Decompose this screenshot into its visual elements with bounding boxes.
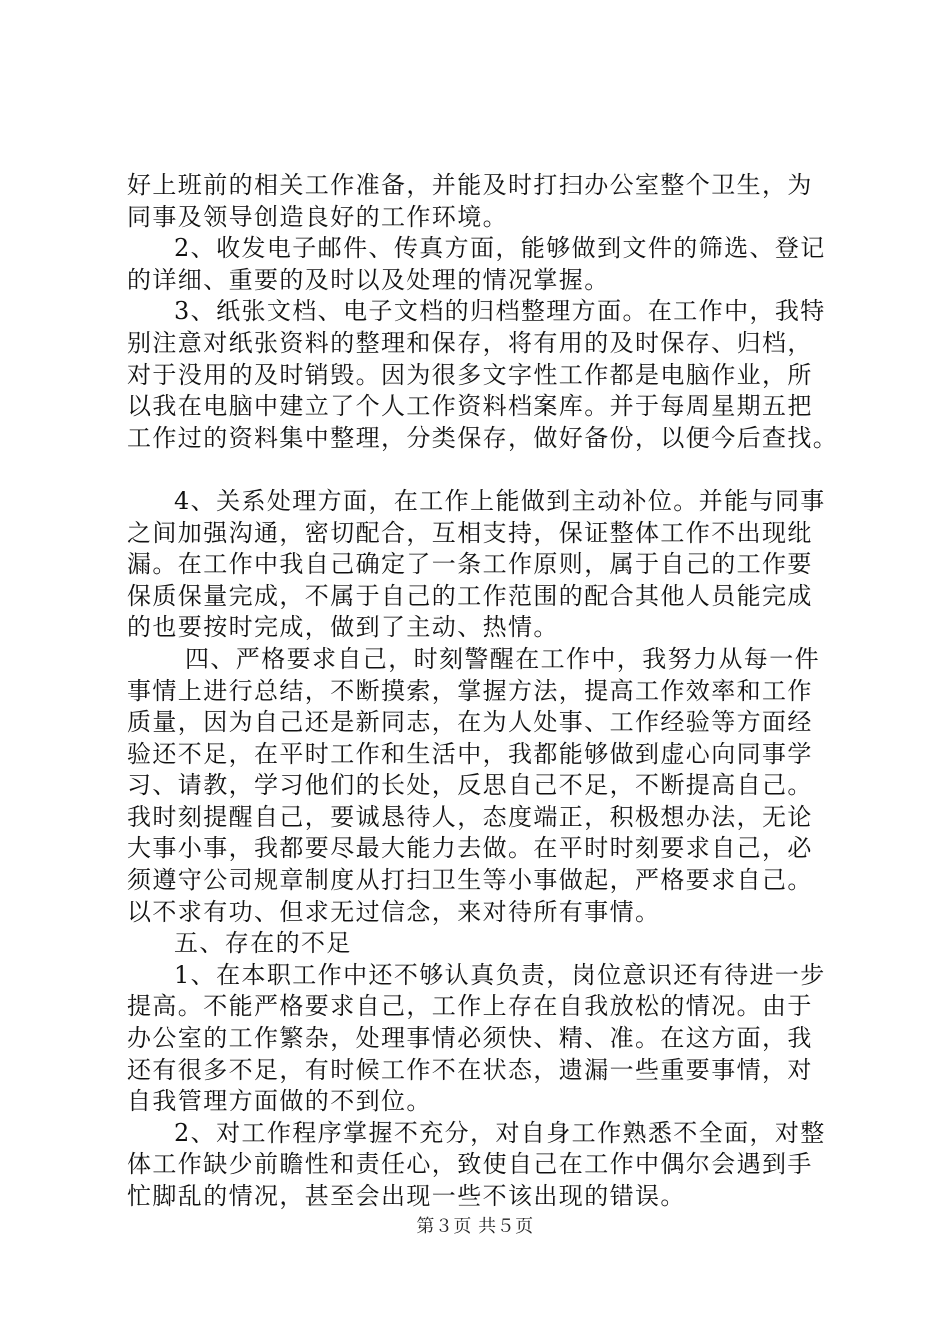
text-line: 自我管理方面做的不到位。 <box>127 1087 432 1116</box>
text-line: 大事小事，我都要尽最大能力去做。在平时时刻要求自己，必 <box>127 834 813 863</box>
text-line: 同事及领导创造良好的工作环境。 <box>127 202 508 231</box>
text-line: 保质保量完成，不属于自己的工作范围的配合其他人员能完成 <box>127 581 813 610</box>
text-line: 2、对工作程序掌握不充分，对自身工作熟悉不全面，对整 <box>174 1118 826 1147</box>
text-line: 忙脚乱的情况，甚至会出现一些不该出现的错误。 <box>127 1182 686 1210</box>
text-line: 体工作缺少前瞻性和责任心，致使自己在工作中偶尔会遇到手 <box>127 1150 813 1179</box>
text-line: 习、请教，学习他们的长处，反思自己不足，不断提高自己。 <box>127 771 813 800</box>
text-line: 以不求有功、但求无过信念，来对待所有事情。 <box>127 897 661 926</box>
text-line: 须遵守公司规章制度从打扫卫生等小事做起，严格要求自己。 <box>127 866 813 895</box>
text-line: 1、在本职工作中还不够认真负责，岗位意识还有待进一步 <box>174 960 826 989</box>
text-line: 别注意对纸张资料的整理和保存，将有用的及时保存、归档， <box>127 328 813 357</box>
text-line: 提高。不能严格要求自己，工作上存在自我放松的情况。由于 <box>127 992 813 1021</box>
text-line: 事情上进行总结，不断摸索，掌握方法，提高工作效率和工作 <box>127 676 813 705</box>
document-body <box>127 170 847 1213</box>
page-number-footer: 第３页 共５页 <box>416 1216 534 1237</box>
text-line: 好上班前的相关工作准备，并能及时打扫办公室整个卫生，为 <box>127 171 813 199</box>
text-line: 3、纸张文档、电子文档的归档整理方面。在工作中，我特 <box>174 297 826 326</box>
text-line: 四、严格要求自己，时刻警醒在工作中，我努力从每一件 <box>185 644 820 673</box>
text-line: 之间加强沟通，密切配合，互相支持，保证整体工作不出现纰 <box>127 518 813 547</box>
paragraph-gap <box>127 454 847 486</box>
text-line: 工作过的资料集中整理，分类保存，做好备份，以便今后查找。 <box>127 423 839 452</box>
text-line: 以我在电脑中建立了个人工作资料档案库。并于每周星期五把 <box>127 392 813 421</box>
text-line: 2、收发电子邮件、传真方面，能够做到文件的筛选、登记 <box>174 234 826 263</box>
text-line: 漏。在工作中我自己确定了一条工作原则，属于自己的工作要 <box>127 550 813 579</box>
text-line: 我时刻提醒自己，要诚恳待人，态度端正，积极想办法，无论 <box>127 802 813 831</box>
text-line: 的详细、重要的及时以及处理的情况掌握。 <box>127 265 610 294</box>
text-line: 的也要按时完成，做到了主动、热情。 <box>127 613 559 642</box>
text-line: 4、关系处理方面，在工作上能做到主动补位。并能与同事 <box>174 486 826 515</box>
text-line: 验还不足，在平时工作和生活中，我都能够做到虚心向同事学 <box>127 739 813 768</box>
text-line: 办公室的工作繁杂，处理事情必须快、精、准。在这方面，我 <box>127 1024 813 1053</box>
text-line: 质量，因为自己还是新同志，在为人处事、工作经验等方面经 <box>127 708 813 737</box>
section-heading: 五、存在的不足 <box>174 929 352 958</box>
text-line: 还有很多不足，有时候工作不在状态，遗漏一些重要事情，对 <box>127 1055 813 1084</box>
text-line: 对于没用的及时销毁。因为很多文字性工作都是电脑作业，所 <box>127 360 813 389</box>
